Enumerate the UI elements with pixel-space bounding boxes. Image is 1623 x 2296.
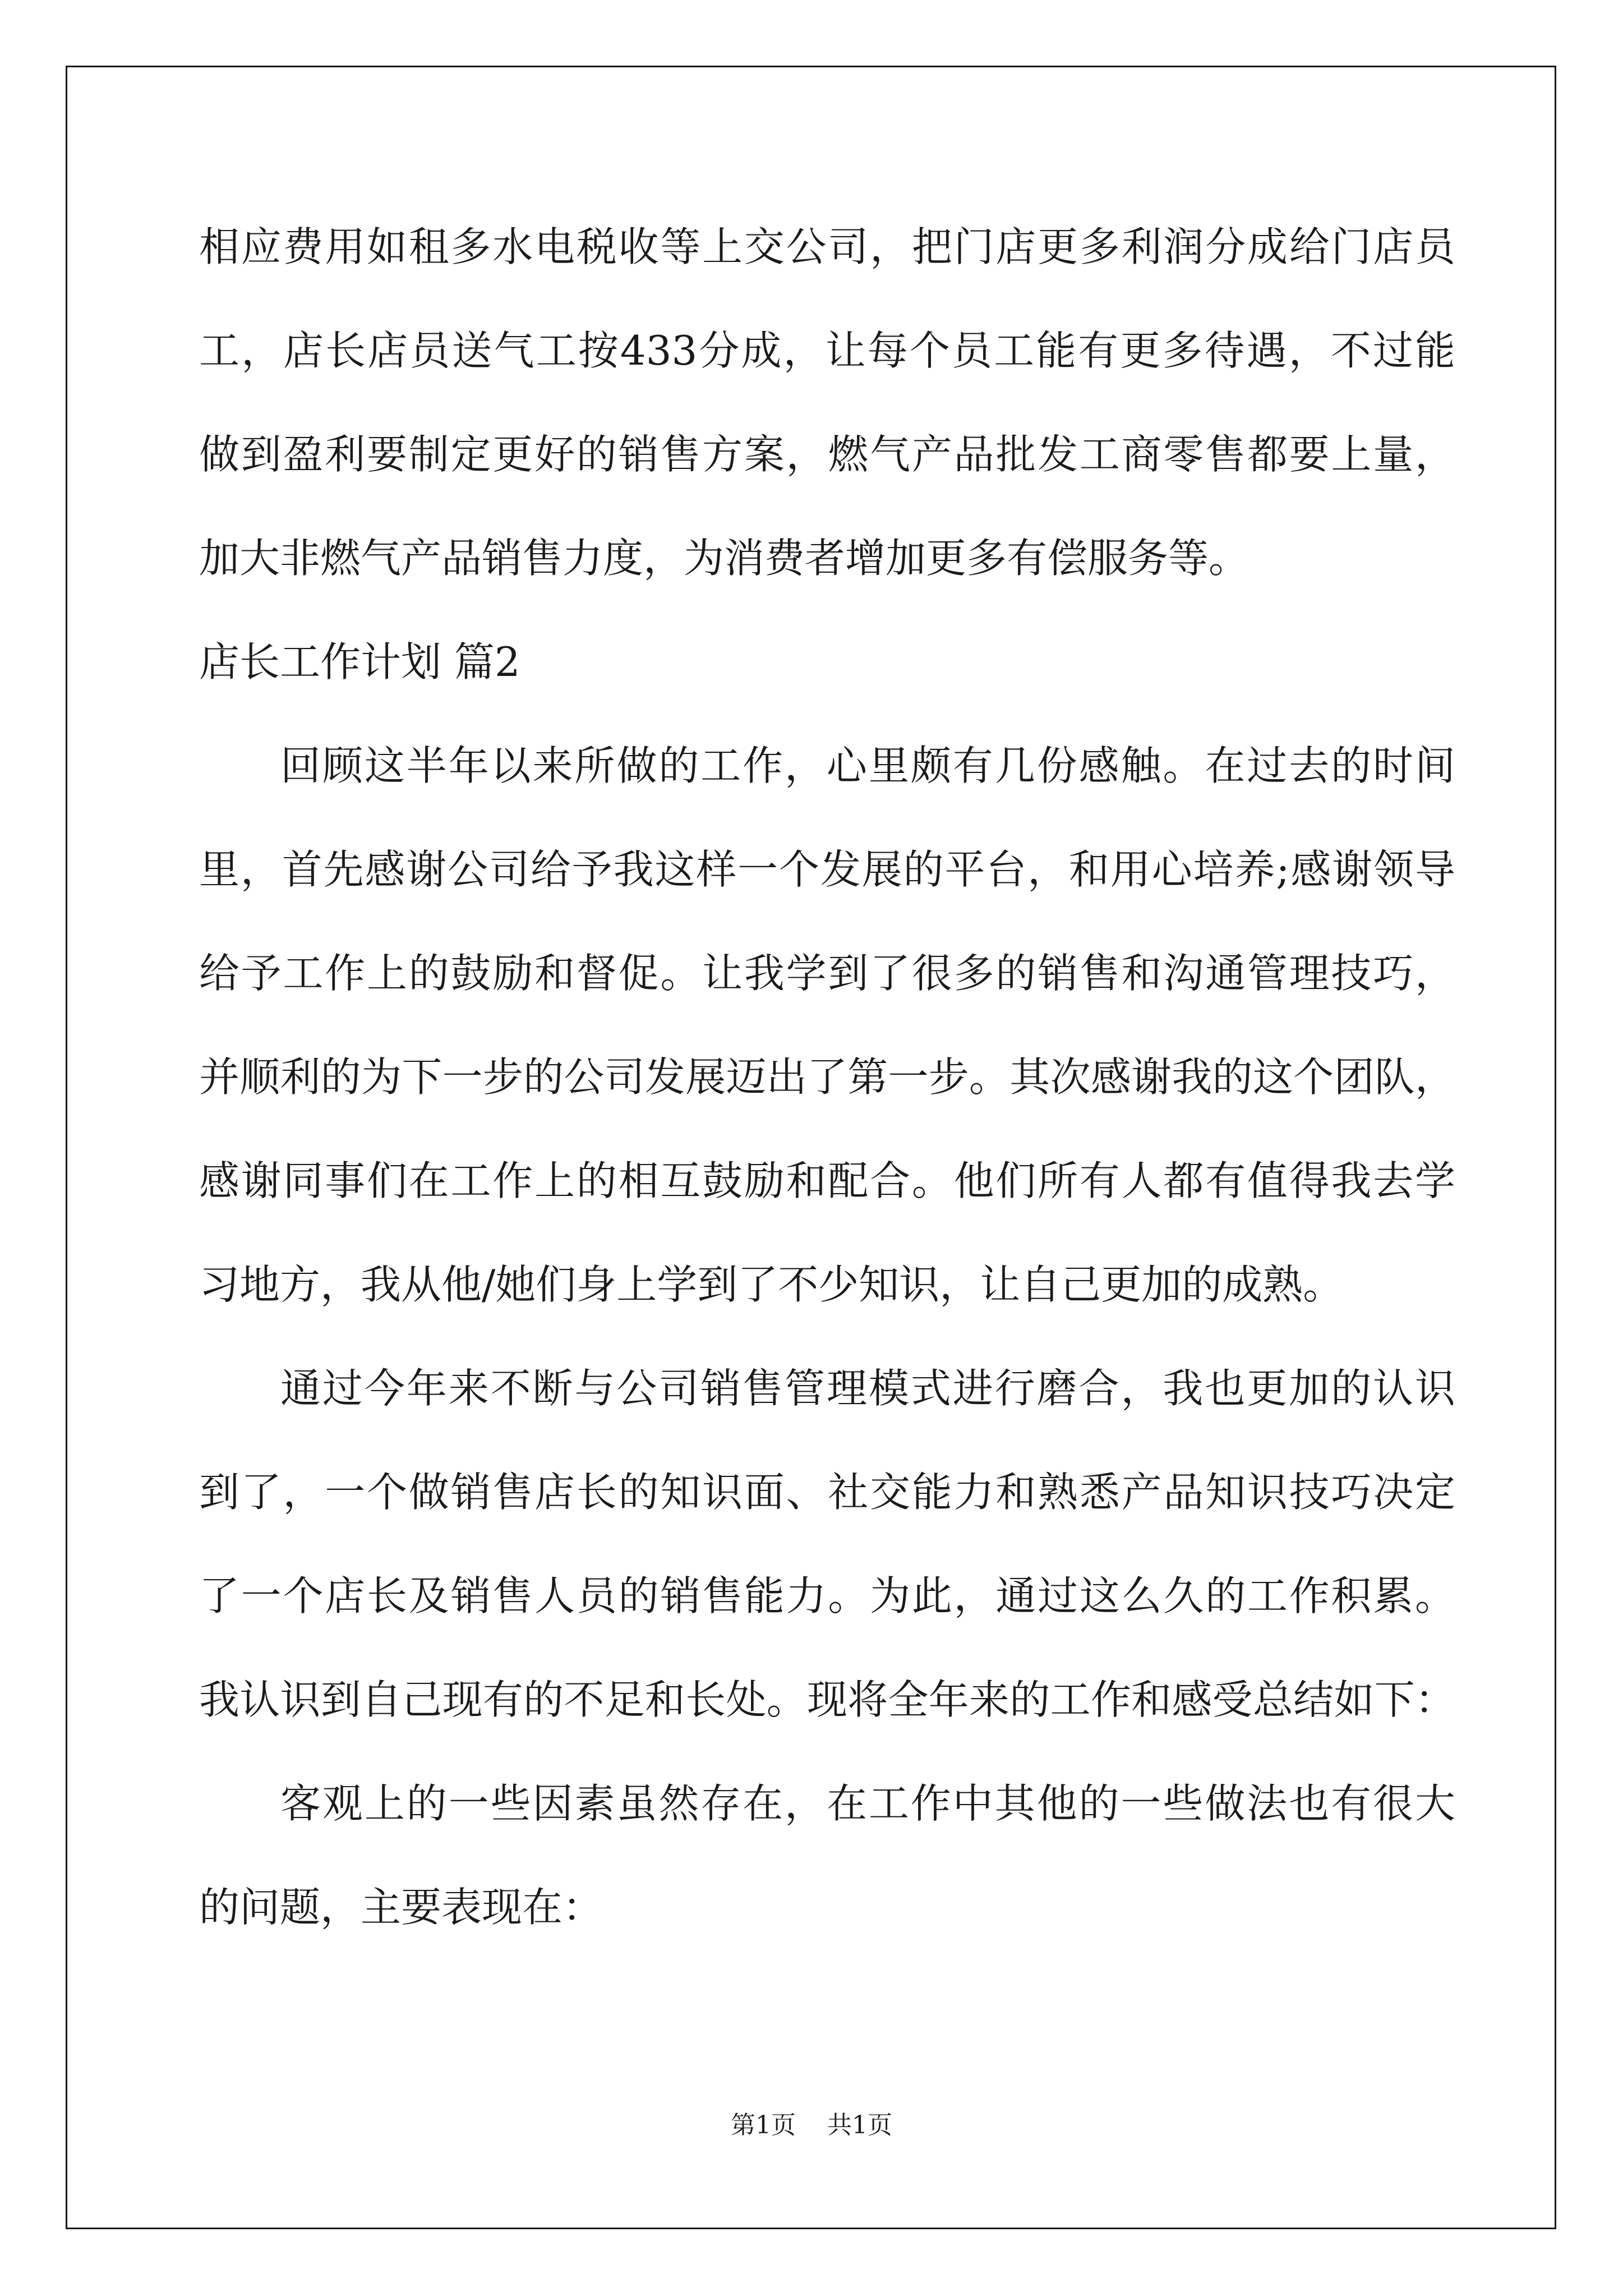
text-line: 加大非燃气产品销售力度，为消费者增加更多有偿服务等。 xyxy=(199,535,1249,582)
text-line: 工，店长店员送气工按433分成，让每个员工能有更多待遇，不过能 xyxy=(199,327,1455,374)
text-line: 我认识到自己现有的不足和长处。现将全年来的工作和感受总结如下： xyxy=(199,1676,1455,1723)
page-footer xyxy=(0,2105,1623,2141)
text-line: 做到盈利要制定更好的销售方案，燃气产品批发工商零售都要上量， xyxy=(199,431,1455,478)
text-line: 客观上的一些因素虽然存在，在工作中其他的一些做法也有很大 xyxy=(280,1780,1455,1827)
text-line: 的问题，主要表现在： xyxy=(199,1884,603,1931)
page-total: 共1页 xyxy=(827,2111,892,2139)
text-line: 并顺利的为下一步的公司发展迈出了第一步。其次感谢我的这个团队， xyxy=(199,1053,1455,1101)
text-line: 到了，一个做销售店长的知识面、社交能力和熟悉产品知识技巧决定 xyxy=(199,1469,1455,1516)
page-number: 第1页 xyxy=(731,2111,796,2139)
text-line: 通过今年来不断与公司销售管理模式进行磨合，我也更加的认识 xyxy=(280,1365,1455,1412)
text-line: 感谢同事们在工作上的相互鼓励和配合。他们所有人都有值得我去学 xyxy=(199,1157,1455,1204)
text-line: 回顾这半年以来所做的工作，心里颇有几份感触。在过去的时间 xyxy=(280,742,1455,789)
text-line: 习地方，我从他/她们身上学到了不少知识，让自己更加的成熟。 xyxy=(199,1261,1344,1308)
text-line: 相应费用如租多水电税收等上交公司，把门店更多利润分成给门店员 xyxy=(199,223,1455,270)
section-heading: 店长工作计划 篇2 xyxy=(199,638,520,685)
text-line: 了一个店长及销售人员的销售能力。为此，通过这么久的工作积累。 xyxy=(199,1572,1455,1619)
text-line: 给予工作上的鼓励和督促。让我学到了很多的销售和沟通管理技巧， xyxy=(199,950,1455,997)
text-line: 里，首先感谢公司给予我这样一个发展的平台，和用心培养;感谢领导 xyxy=(199,846,1455,893)
